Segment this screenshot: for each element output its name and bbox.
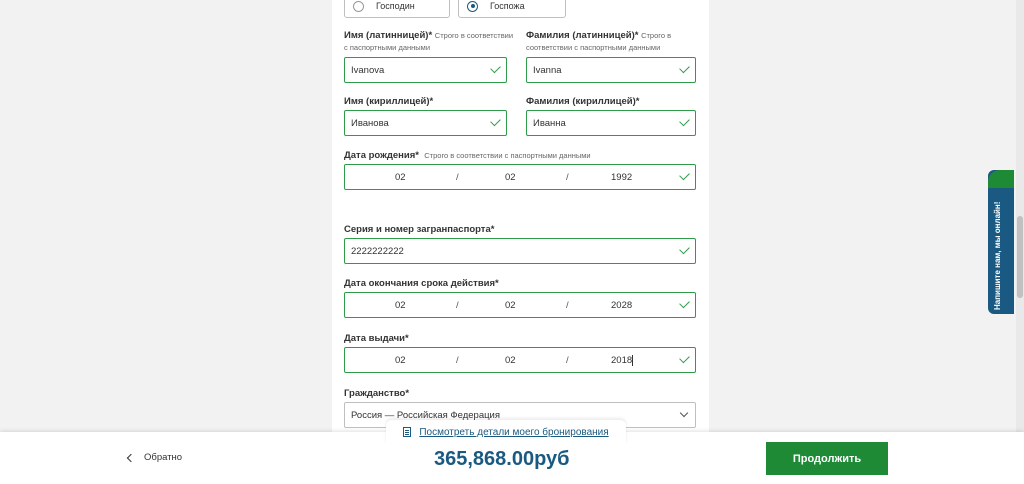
- birth-date-year[interactable]: 1992: [611, 172, 633, 183]
- check-icon: [679, 298, 690, 309]
- radio-mister-label: Господин: [376, 1, 415, 11]
- scrollbar-thumb[interactable]: [1017, 216, 1023, 298]
- check-icon: [490, 116, 501, 127]
- expiry-date-input[interactable]: [344, 292, 696, 318]
- back-label: Обратно: [144, 452, 183, 463]
- check-icon: [679, 353, 690, 364]
- first-name-latin-hint-1: Строго в соответствии: [434, 31, 514, 40]
- first-name-latin-hint-2: с паспортными данными: [344, 43, 431, 52]
- first-name-latin-label: [344, 30, 524, 54]
- date-separator: /: [566, 300, 569, 311]
- birth-date-hint: Строго в соответствии с паспортными данными: [424, 151, 591, 160]
- passport-number-label: [344, 224, 494, 236]
- date-separator: /: [456, 172, 459, 183]
- birth-date-label: [344, 150, 704, 162]
- booking-details-label: Посмотреть детали моего бронирования: [419, 426, 609, 438]
- citizenship-value: Россия — Российская Федерация: [351, 409, 501, 421]
- expiry-date-title: Дата окончания срока действия*: [344, 278, 499, 289]
- radio-missis[interactable]: [458, 0, 566, 18]
- last-name-latin-label: [526, 30, 701, 54]
- last-name-latin-hint-1: Строго в: [641, 31, 672, 40]
- birth-date-day[interactable]: 02: [395, 172, 406, 183]
- birth-date-title: Дата рождения*: [344, 150, 419, 161]
- birth-date-month[interactable]: 02: [505, 172, 516, 183]
- chat-label: Напишите нам, мы онлайн!: [993, 201, 1002, 310]
- last-name-latin-hint-2: соответствии с паспортными данными: [526, 43, 661, 52]
- check-icon: [490, 63, 501, 74]
- chevron-left-icon: [127, 453, 135, 461]
- booking-details-link[interactable]: [386, 420, 626, 444]
- continue-button[interactable]: Продолжить: [766, 442, 888, 475]
- last-name-cyr-input[interactable]: [526, 110, 696, 136]
- first-name-cyr-input[interactable]: [344, 110, 507, 136]
- first-name-latin-value: Ivanova: [351, 64, 385, 76]
- passport-number-title: Серия и номер загранпаспорта*: [344, 224, 495, 235]
- passport-number-input[interactable]: [344, 238, 696, 264]
- expiry-date-day[interactable]: 02: [395, 300, 406, 311]
- issue-date-label: [344, 333, 409, 345]
- date-separator: /: [456, 300, 459, 311]
- check-icon: [679, 116, 690, 127]
- online-chat-tab[interactable]: [988, 170, 1014, 314]
- last-name-cyr-title: Фамилия (кириллицей)*: [526, 96, 640, 107]
- radio-mister-circle[interactable]: [353, 1, 364, 12]
- booking-form-panel: [332, 0, 709, 484]
- date-separator: /: [566, 172, 569, 183]
- issue-date-month[interactable]: 02: [505, 355, 516, 366]
- last-name-cyr-value: Иванна: [533, 117, 566, 129]
- first-name-cyr-title: Имя (кириллицей)*: [344, 96, 434, 107]
- radio-mister[interactable]: [344, 0, 450, 18]
- check-icon: [679, 63, 690, 74]
- first-name-cyr-label: [344, 96, 433, 108]
- last-name-cyr-label: [526, 96, 639, 108]
- last-name-latin-input[interactable]: [526, 57, 696, 83]
- radio-missis-circle[interactable]: [467, 1, 478, 12]
- first-name-latin-title: Имя (латинницей)*: [344, 30, 433, 41]
- check-icon: [679, 170, 690, 181]
- expiry-date-month[interactable]: 02: [505, 300, 516, 311]
- document-icon: [403, 427, 411, 437]
- issue-date-year: 2018: [611, 355, 633, 367]
- last-name-latin-value: Ivanna: [533, 64, 562, 76]
- chevron-down-icon: [680, 409, 688, 417]
- date-separator: /: [566, 355, 569, 366]
- citizenship-label: [344, 388, 409, 400]
- expiry-date-year[interactable]: 2028: [611, 300, 633, 311]
- issue-date-year-wrap[interactable]: [611, 355, 633, 366]
- back-button[interactable]: [128, 452, 182, 463]
- text-caret: [632, 355, 633, 366]
- chat-accent: [988, 170, 1014, 188]
- passport-number-value: 2222222222: [351, 245, 404, 257]
- citizenship-title: Гражданство*: [344, 388, 410, 399]
- issue-date-input[interactable]: [344, 347, 696, 373]
- expiry-date-label: [344, 278, 499, 290]
- radio-missis-label: Госпожа: [490, 1, 525, 11]
- issue-date-day[interactable]: 02: [395, 355, 406, 366]
- last-name-latin-title: Фамилия (латинницей)*: [526, 30, 639, 41]
- date-separator: /: [456, 355, 459, 366]
- birth-date-input[interactable]: [344, 164, 696, 190]
- first-name-latin-input[interactable]: [344, 57, 507, 83]
- first-name-cyr-value: Иванова: [351, 117, 389, 129]
- issue-date-title: Дата выдачи*: [344, 333, 409, 344]
- check-icon: [679, 244, 690, 255]
- total-price: 365,868.00руб: [434, 448, 570, 470]
- page-scrollbar[interactable]: [1016, 0, 1024, 484]
